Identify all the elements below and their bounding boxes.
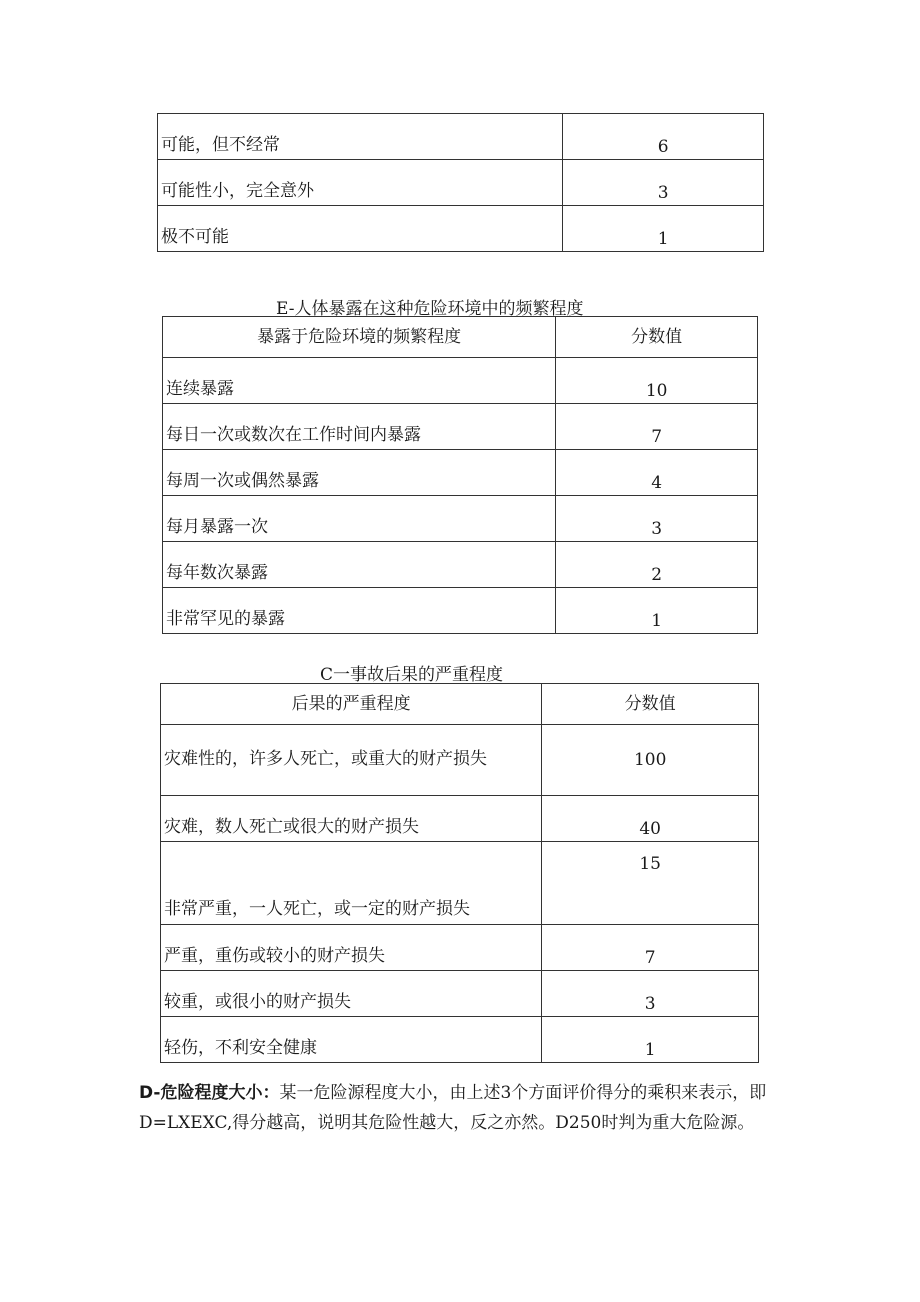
row-value: 2 bbox=[556, 542, 758, 588]
row-value: 15 bbox=[542, 842, 759, 925]
row-value: 40 bbox=[542, 796, 759, 842]
row-label: 每月暴露一次 bbox=[163, 496, 556, 542]
table-row bbox=[158, 160, 764, 206]
table-row bbox=[161, 1017, 759, 1063]
row-label: 每日一次或数次在工作时间内暴露 bbox=[163, 404, 556, 450]
table-header-row bbox=[161, 684, 759, 725]
row-value: 7 bbox=[556, 404, 758, 450]
exposure-table-caption: E-人体暴露在这种危险环境中的频繁程度 bbox=[276, 299, 584, 319]
danger-degree-paragraph bbox=[139, 1078, 789, 1138]
paragraph-lead: D-危险程度大小： bbox=[139, 1083, 280, 1103]
paragraph-body: 某一危险源程度大小，由上述3个方面评价得分的乘积来表示，即D=LXEXC,得分越高，说明其危险性越大，反之亦然。D250时判为重大危险源。 bbox=[139, 1083, 767, 1133]
row-label: 极不可能 bbox=[158, 206, 563, 252]
consequence-table-caption: C一事故后果的严重程度 bbox=[320, 665, 504, 685]
row-label: 灾难性的，许多人死亡，或重大的财产损失 bbox=[161, 725, 542, 796]
row-value: 1 bbox=[556, 588, 758, 634]
table-row bbox=[163, 450, 758, 496]
table-row bbox=[163, 542, 758, 588]
table-row bbox=[163, 588, 758, 634]
row-label: 可能，但不经常 bbox=[158, 114, 563, 160]
row-value: 3 bbox=[556, 496, 758, 542]
row-label: 严重，重伤或较小的财产损失 bbox=[161, 925, 542, 971]
table-row bbox=[161, 796, 759, 842]
likelihood-table bbox=[157, 113, 764, 252]
row-value: 3 bbox=[542, 971, 759, 1017]
row-label: 灾难，数人死亡或很大的财产损失 bbox=[161, 796, 542, 842]
row-label: 轻伤，不利安全健康 bbox=[161, 1017, 542, 1063]
column-header-value: 分数值 bbox=[556, 317, 758, 358]
table-row bbox=[158, 114, 764, 160]
row-label: 可能性小，完全意外 bbox=[158, 160, 563, 206]
row-label: 每周一次或偶然暴露 bbox=[163, 450, 556, 496]
row-label: 连续暴露 bbox=[163, 358, 556, 404]
row-value: 1 bbox=[542, 1017, 759, 1063]
row-label: 非常严重，一人死亡，或一定的财产损失 bbox=[161, 842, 542, 925]
row-value: 7 bbox=[542, 925, 759, 971]
column-header-label: 暴露于危险环境的频繁程度 bbox=[163, 317, 556, 358]
table-row bbox=[163, 404, 758, 450]
column-header-label: 后果的严重程度 bbox=[161, 684, 542, 725]
row-value: 1 bbox=[563, 206, 764, 252]
table-row bbox=[163, 358, 758, 404]
table-row bbox=[163, 496, 758, 542]
row-label: 较重，或很小的财产损失 bbox=[161, 971, 542, 1017]
row-value: 3 bbox=[563, 160, 764, 206]
table-row bbox=[161, 925, 759, 971]
row-value: 10 bbox=[556, 358, 758, 404]
row-value: 6 bbox=[563, 114, 764, 160]
consequence-table bbox=[160, 683, 759, 1063]
row-value: 4 bbox=[556, 450, 758, 496]
table-row bbox=[161, 725, 759, 796]
exposure-table bbox=[162, 316, 758, 634]
table-row bbox=[161, 842, 759, 925]
row-value: 100 bbox=[542, 725, 759, 796]
table-row bbox=[161, 971, 759, 1017]
column-header-value: 分数值 bbox=[542, 684, 759, 725]
row-label: 每年数次暴露 bbox=[163, 542, 556, 588]
table-row bbox=[158, 206, 764, 252]
table-header-row bbox=[163, 317, 758, 358]
row-label: 非常罕见的暴露 bbox=[163, 588, 556, 634]
